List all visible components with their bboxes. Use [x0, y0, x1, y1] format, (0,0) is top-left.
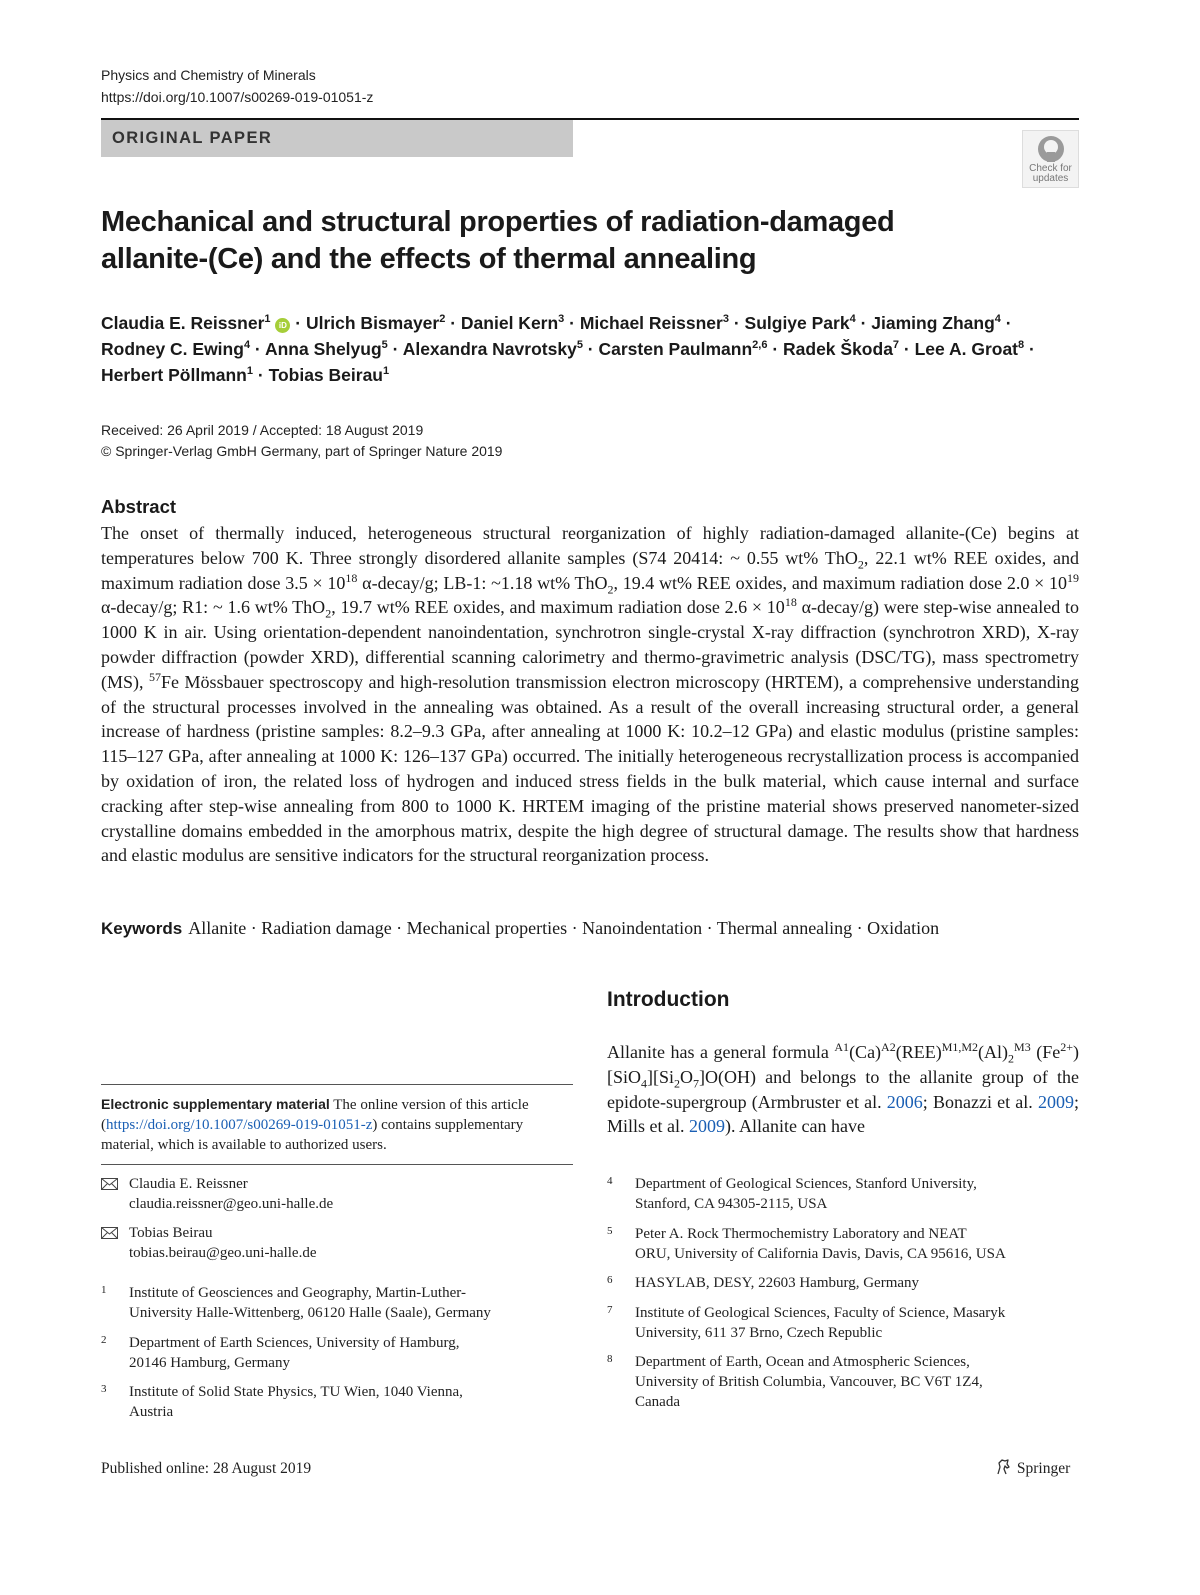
publication-dates	[101, 420, 502, 462]
author-name[interactable]: Tobias Beirau	[268, 365, 383, 385]
contact-email[interactable]: claudia.reissner@geo.uni-halle.de	[129, 1196, 334, 1212]
corresponding-author	[101, 1223, 573, 1263]
affiliation-number: 2	[101, 1334, 107, 1346]
abstract-heading: Abstract	[101, 496, 177, 517]
affiliation-line: Department of Earth, Ocean and Atmospheric Sciences,	[635, 1354, 970, 1370]
citation-link[interactable]: 2006	[886, 1091, 923, 1112]
publisher-name: Springer	[1016, 1460, 1071, 1477]
affiliation-line: Austria	[129, 1404, 174, 1420]
author-name[interactable]: Ulrich Bismayer	[305, 313, 440, 333]
author-affiliation: 5	[576, 339, 583, 352]
abstract-text: , 22.1 wt% REE oxides, and maximum radiation dose 3.5 × 10	[101, 547, 1079, 593]
affiliation-line: Stanford, CA 94305-2115, USA	[635, 1196, 828, 1212]
author-affiliation: 7	[892, 339, 900, 352]
author-name[interactable]: Rodney C. Ewing	[101, 339, 244, 359]
author-name[interactable]: Michael Reissner	[579, 313, 723, 333]
author-name[interactable]: Alexandra Navrotsky	[402, 339, 577, 359]
paper-title-line2: allanite-(Ce) and the effects of thermal annealing	[101, 243, 757, 275]
copyright-line: © Springer-Verlag GmbH Germany, part of Springer Nature 2019	[101, 443, 503, 459]
check-for-updates-line2: updates	[1032, 173, 1069, 184]
subscript: 2	[674, 1076, 681, 1091]
abstract-text: α-decay/g) were step-wise annealed to 1000 K in air. Using orientation-dependent nanoindentation, synchrotron single-crystal X-ray diffraction (synchrotron XRD), X-ray powder diffraction (powder XRD), differential scanning calorimetry and thermo-gravimetric analysis (DSC/TG), mass spectrometry (MS),	[101, 597, 1079, 692]
publisher-logo	[995, 1458, 1070, 1478]
affiliation-number: 3	[101, 1383, 107, 1395]
affiliation-line: Institute of Geosciences and Geography, Martin-Luther-	[129, 1285, 466, 1301]
affiliation-line: HASYLAB, DESY, 22603 Hamburg, Germany	[635, 1275, 920, 1291]
intro-text: (Ca)	[849, 1042, 882, 1062]
crossmark-icon	[1036, 134, 1066, 164]
author-affiliation: 4	[243, 339, 251, 352]
contact-name: Tobias Beirau	[129, 1225, 213, 1241]
esm-text: ) contains supplementary material, which is available to authorized users.	[101, 1117, 524, 1153]
intro-text: (REE)	[895, 1042, 942, 1062]
affiliation-line: University, 611 37 Brno, Czech Republic	[635, 1325, 883, 1341]
esm-label: Electronic supplementary material	[101, 1096, 330, 1112]
esm-bottom-rule	[101, 1164, 573, 1165]
affiliation-line: ORU, University of California Davis, Davis, CA 95616, USA	[635, 1246, 1006, 1262]
author-name[interactable]: Radek Škoda	[783, 339, 893, 359]
esm-text: The online version of this article (	[101, 1097, 529, 1133]
affiliation-line: Canada	[635, 1394, 680, 1410]
keywords-list: Allanite · Radiation damage · Mechanical properties · Nanoindentation · Thermal annealing · Oxidation	[188, 918, 940, 938]
introduction-body	[607, 1040, 1079, 1139]
published-online: Published online: 28 August 2019	[101, 1460, 312, 1477]
author-affiliation: 8	[1018, 339, 1025, 352]
keywords	[101, 916, 939, 941]
orcid-icon[interactable]: iD	[275, 318, 290, 333]
envelope-icon	[101, 1178, 118, 1190]
supplementary-note	[101, 1094, 573, 1155]
author-list: Claudia E. Reissner$^1$ iD · Ulrich Bismayer$^2$ · Daniel Kern$^3$ · Michael Reissner$^3$ · Sulgiye Park$^4$ · Jiaming Zhang$^4$ · Rodney C. Ewing$^4$ · Anna Shelyug$^5$ · Alexandra Navrotsky$^5$ · Carsten Paulmann$^{2,6}$ · Radek Škoda$^7$ · Lee A. Groat$^8$ · Herbert Pöllmann$^1$ · Tobias Beirau$^1$	[101, 313, 1035, 385]
intro-text: )[SiO	[607, 1042, 1079, 1087]
subscript: 7	[693, 1076, 700, 1091]
check-for-updates-badge[interactable]	[1022, 130, 1079, 188]
abstract-text: α-decay/g; R1: ~ 1.6 wt% ThO	[101, 597, 326, 618]
intro-text: Allanite has a general formula	[607, 1042, 835, 1062]
affiliation-number: 4	[607, 1175, 613, 1187]
author-affiliation: 1	[246, 365, 253, 378]
author-name[interactable]: Sulgiye Park	[744, 313, 850, 333]
affiliation-line: University Halle-Wittenberg, 06120 Halle (Saale), Germany	[129, 1305, 491, 1321]
superscript: A1	[834, 1040, 850, 1054]
superscript: 18	[784, 595, 797, 610]
author-affiliation: 3	[558, 313, 565, 326]
author-name[interactable]: Claudia E. Reissner	[101, 313, 265, 333]
subscript: 2	[325, 606, 332, 621]
journal-header	[101, 64, 373, 108]
author-name[interactable]: Lee A. Groat	[914, 339, 1019, 359]
intro-text: (Fe	[1036, 1042, 1061, 1062]
citation-link[interactable]: 2009	[1037, 1091, 1074, 1112]
author-name[interactable]: Herbert Pöllmann	[101, 365, 247, 385]
intro-text: ]O(OH) and belongs to the allanite group of the epidote-supergroup (Armbruster et al.	[607, 1066, 1079, 1112]
affiliation-line: 20146 Hamburg, Germany	[129, 1355, 290, 1371]
author-name[interactable]: Anna Shelyug	[264, 339, 382, 359]
author-affiliation: 1	[264, 313, 271, 326]
envelope-icon	[101, 1227, 118, 1239]
author-affiliation: 5	[381, 339, 388, 352]
affiliation-line: Department of Earth Sciences, University of Hamburg,	[129, 1335, 460, 1351]
received-accepted: Received: 26 April 2019 / Accepted: 18 August 2019	[101, 422, 424, 438]
author-affiliation: 3	[722, 313, 729, 326]
intro-text: O	[680, 1066, 694, 1087]
intro-text: (Al)	[978, 1042, 1009, 1062]
intro-text: ). Allanite can have	[725, 1116, 865, 1137]
author-affiliation: 2	[439, 313, 446, 326]
abstract-body	[101, 521, 1079, 868]
keywords-label: Keywords	[101, 919, 183, 938]
subscript: 2	[857, 557, 864, 572]
paper-title-line1: Mechanical and structural properties of radiation-damaged	[101, 206, 895, 238]
contact-email[interactable]: tobias.beirau@geo.uni-halle.de	[129, 1245, 317, 1261]
introduction-heading: Introduction	[607, 988, 730, 1011]
abstract-text: α-decay/g; LB-1: ~1.18 wt% ThO	[357, 572, 608, 593]
abstract-text: The onset of thermally induced, heterogeneous structural reorganization of highly radiation-damaged allanite-(Ce) begins at temperatures below 700 K. Three strongly disordered allanite samples (S74 20414: ~ 0.55 wt% ThO	[101, 523, 1079, 568]
author-name[interactable]: Jiaming Zhang	[871, 313, 995, 333]
subscript: 4	[641, 1076, 648, 1091]
author-name[interactable]: Daniel Kern	[460, 313, 559, 333]
affiliation-line: Department of Geological Sciences, Stanford University,	[635, 1176, 977, 1192]
author-affiliation: 4	[849, 313, 856, 326]
author-affiliation: 4	[994, 313, 1001, 326]
abstract-text: , 19.7 wt% REE oxides, and maximum radiation dose 2.6 × 10	[331, 597, 785, 618]
author-name[interactable]: Carsten Paulmann	[598, 339, 753, 359]
intro-text: ][Si	[647, 1066, 675, 1087]
affiliation-line: Institute of Solid State Physics, TU Wien, 1040 Vienna,	[129, 1384, 463, 1400]
subscript: 2	[1008, 1051, 1015, 1066]
esm-doi-link[interactable]: https://doi.org/10.1007/s00269-019-01051-z	[106, 1117, 373, 1133]
affiliation-number: 8	[607, 1353, 613, 1365]
corresponding-author	[101, 1174, 573, 1214]
springer-horse-icon	[995, 1458, 1013, 1476]
citation-link[interactable]: 2009	[689, 1116, 725, 1137]
superscript: 2+	[1060, 1040, 1073, 1054]
affiliation-number: 6	[607, 1274, 613, 1286]
contact-name: Claudia E. Reissner	[129, 1176, 248, 1192]
abstract-text: , 19.4 wt% REE oxides, and maximum radiation dose 2.0 × 10	[613, 572, 1067, 593]
superscript: M1,M2	[941, 1040, 979, 1054]
intro-text: ; Mills et al.	[607, 1091, 1079, 1137]
journal-name: Physics and Chemistry of Minerals	[101, 67, 316, 83]
author-affiliation: 1	[383, 365, 390, 378]
affiliation-line: Peter A. Rock Thermochemistry Laboratory and NEAT	[635, 1226, 967, 1242]
affiliation-number: 7	[607, 1304, 613, 1316]
check-for-updates-line1: Check for	[1029, 163, 1072, 174]
abstract-text: Fe Mössbauer spectroscopy and high-resolution transmission electron microscopy (HRTEM), a comprehensive understanding of the structural processes involved in the annealing was obtained. As a result of the overall increasing structural order, a general increase of hardness (pristine samples: 8.2–9.3 GPa, after annealing at 1000 K: 10.2–12 GPa) and elastic modulus (pristine samples: 115–127 GPa, after annealing at 1000 K: 126–137 GPa) occurred. The initially heterogeneous recrystallization process is accompanied by oxidation of iron, the related loss of hydrogen and induced stress fields in the bulk material, which cause internal and surface cracking after step-wise annealing from 800 to 1000 K. HRTEM imaging of the pristine material shows preserved nanometer-sized crystalline domains embedded in the amorphous matrix, despite the high degree of structural damage. The results show that hardness and elastic modulus are sensitive indicators for the structural reorganization process.	[101, 671, 1079, 866]
superscript: 19	[1067, 570, 1079, 585]
affiliation-number: 5	[607, 1225, 613, 1237]
superscript: M3	[1014, 1040, 1031, 1054]
author-affiliation: 2,6	[752, 339, 768, 352]
doi-link[interactable]: https://doi.org/10.1007/s00269-019-01051-z	[101, 89, 374, 105]
article-type-banner: ORIGINAL PAPER	[101, 120, 573, 157]
esm-top-rule	[101, 1084, 573, 1085]
superscript: 18	[345, 570, 358, 585]
affiliation-line: Institute of Geological Sciences, Faculty of Science, Masaryk	[635, 1305, 1006, 1321]
subscript: 2	[607, 582, 614, 597]
affiliation-line: University of British Columbia, Vancouver, BC V6T 1Z4,	[635, 1374, 983, 1390]
intro-text: ; Bonazzi et al.	[922, 1091, 1038, 1112]
paper-title	[101, 204, 1001, 278]
superscript: A2	[881, 1040, 896, 1054]
superscript: 57	[149, 669, 162, 684]
affiliation-number: 1	[101, 1284, 107, 1296]
